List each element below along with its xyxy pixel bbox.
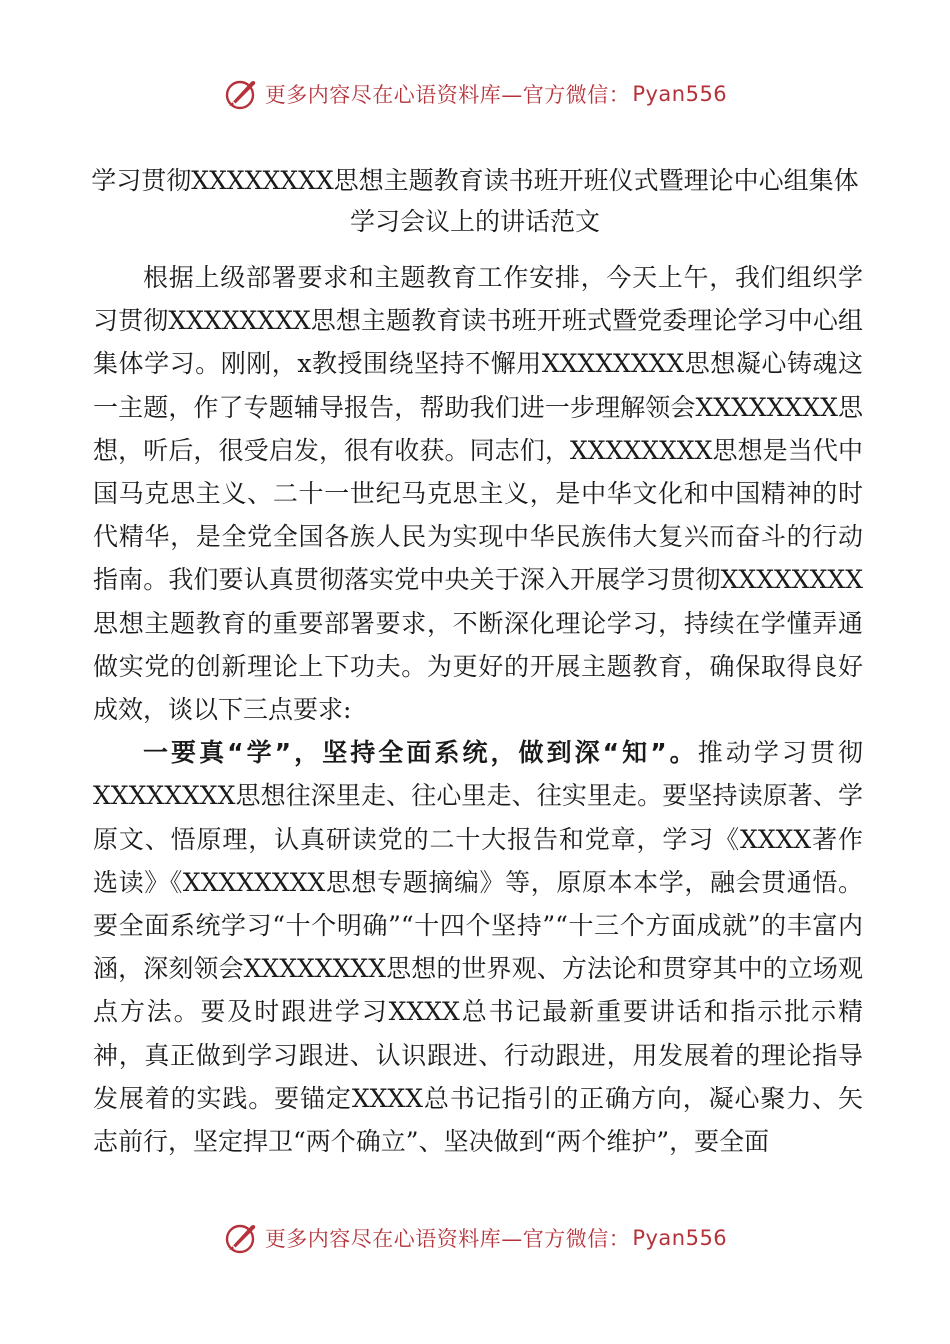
- paragraph-intro: 根据上级部署要求和主题教育工作安排，今天上午，我们组织学习贯彻XXXXXXXX思想主题教育读书班开班式暨党委理论学习中心组集体学习。刚刚，x教授围绕坚持不懈用XXXXXXXX思想凝心铸魂这一主题，作了专题辅导报告，帮助我们进一步理解领会XXXXXXXX思想，听后，很受启发，很有收获。同志们，XXXXXXXX思想是当代中国马克思主义、二十一世纪马克思主义，是中华文化和中国精神的时代精华，是全党全国各族人民为实现中华民族伟大复兴而奋斗的行动指南。我们要认真贯彻落实党中央关于深入开展学习贯彻XXXXXXXX思想主题教育的重要部署要求，不断深化理论学习，持续在学懂弄通做实党的创新理论上下功夫。为更好的开展主题教育，确保取得良好成效，谈以下三点要求:: [93, 263, 863, 725]
- document-title: [80, 160, 870, 242]
- banner-text: 更多内容尽在心语资料库—官方微信：: [264, 1227, 631, 1251]
- quill-logo-icon: [223, 76, 259, 112]
- requirement-1-heading: 一要真“学”，坚持全面系统，做到深“知”。: [143, 738, 698, 768]
- banner-text: 更多内容尽在心语资料库—官方微信：: [264, 83, 631, 107]
- header-banner: [0, 74, 950, 114]
- quill-logo-icon: [223, 1220, 259, 1256]
- title-line-1: 学习贯彻XXXXXXXX思想主题教育读书班开班仪式暨理论中心组集体: [91, 166, 859, 195]
- requirement-1-text: 推动学习贯彻XXXXXXXX思想往深里走、往心里走、往实里走。要坚持读原著、学原文、悟原理，认真研读党的二十大报告和党章，学习《XXXX著作选读》《XXXXXXXX思想专题摘编》等，原原本本学，融会贯通悟。要全面系统学习“十个明确”“十四个坚持”“十三个方面成就”的丰富内涵，深刻领会XXXXXXXX思想的世界观、方法论和贯穿其中的立场观点方法。要及时跟进学习XXXX总书记最新重要讲话和指示批示精神，真正做到学习跟进、认识跟进、行动跟进，用发展着的理论指导发展着的实践。要锚定XXXX总书记指引的正确方向，凝心聚力、矢志前行，坚定捍卫“两个确立”、坚决做到“两个维护”，要全面: [93, 738, 863, 1157]
- title-line-2: 学习会议上的讲话范文: [349, 207, 600, 236]
- footer-banner: [0, 1218, 950, 1258]
- paragraph-requirement-1: [93, 731, 863, 1163]
- banner-wechat-id: Pyan556: [632, 1226, 728, 1250]
- document-body: [93, 256, 863, 1163]
- banner-wechat-id: Pyan556: [632, 82, 728, 106]
